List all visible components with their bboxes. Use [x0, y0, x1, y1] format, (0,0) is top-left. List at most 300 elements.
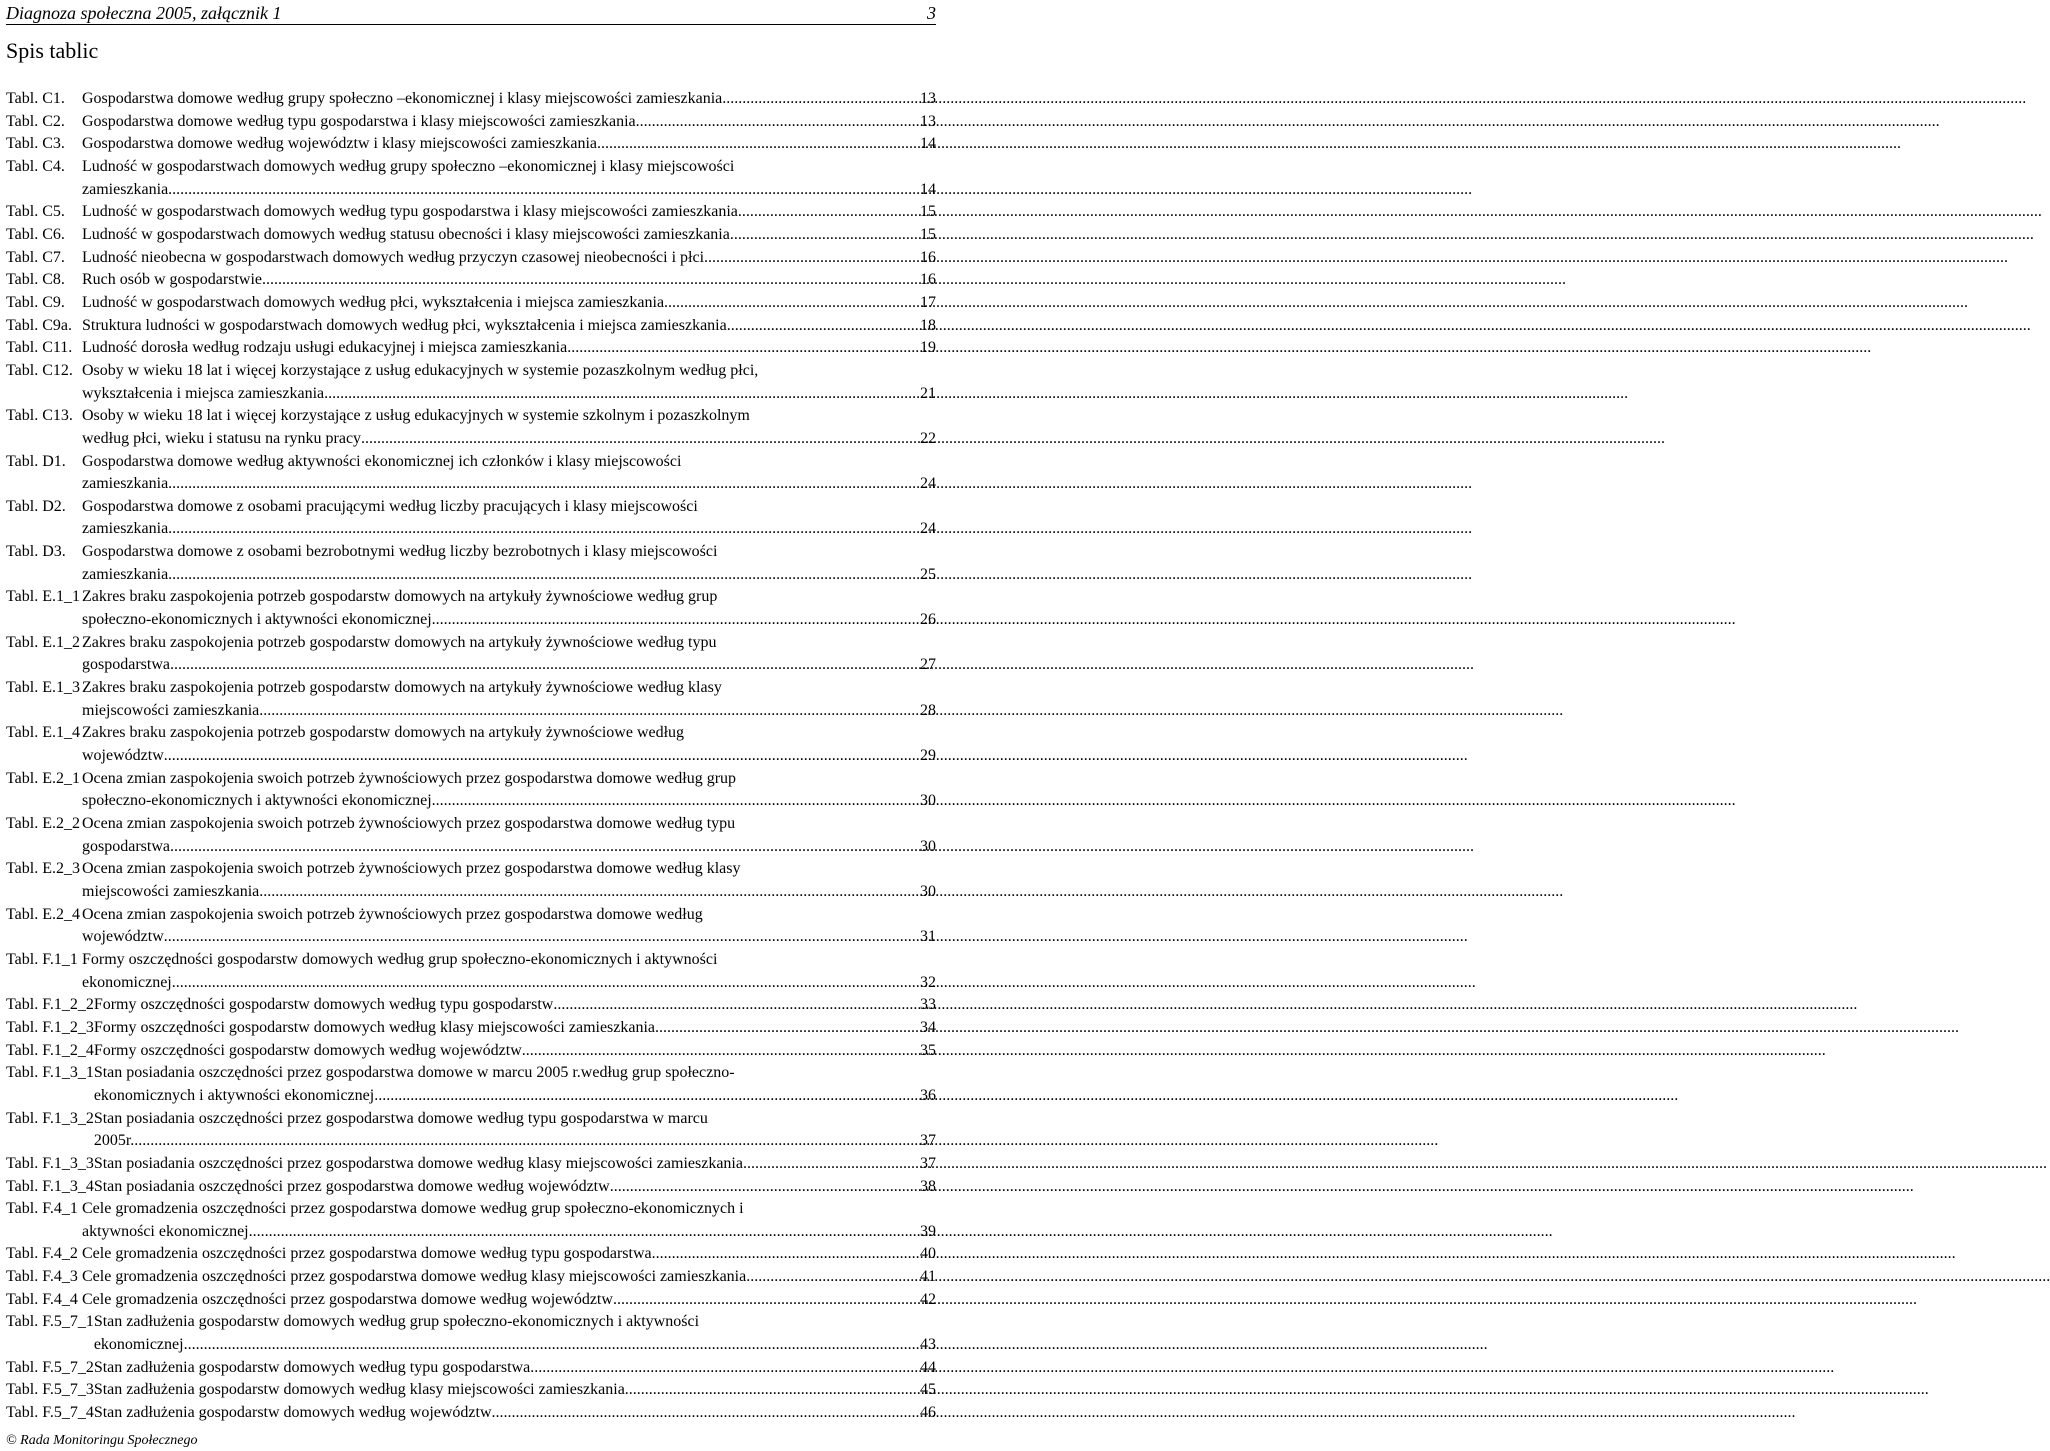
- toc-dot-leader: [259, 700, 919, 723]
- toc-entry-title: Ruch osób w gospodarstwie: [82, 271, 262, 289]
- toc-entry-body: [94, 1176, 936, 1199]
- toc-entry-number: Tabl. F.5_7_1: [6, 1313, 94, 1331]
- toc-entry-body: [82, 292, 936, 315]
- toc-entry[interactable]: [6, 1266, 936, 1289]
- toc-entry-title: Stan posiadania oszczędności przez gospodarstwa domowe według typu gospodarstwa w marcu: [93, 1109, 708, 1127]
- toc-entry-line: [94, 994, 936, 1017]
- toc-entry-title: województw: [82, 928, 164, 946]
- toc-entry-title: Ocena zmian zaspokojenia swoich potrzeb żywnościowych przez gospodarstwa domowe według grup: [82, 769, 737, 787]
- toc-entry-page: 22: [920, 429, 936, 447]
- toc-entry-title: Zakres braku zaspokojenia potrzeb gospodarstw domowych na artykuły żywnościowe według typu: [82, 633, 717, 651]
- toc-dot-leader: [522, 1040, 919, 1063]
- toc-entry-page: 31: [920, 928, 936, 946]
- toc-entry-number: Tabl. C6.: [6, 225, 65, 243]
- toc-entry-body: [82, 201, 936, 224]
- toc-entry-line: [82, 292, 936, 315]
- toc-entry-line: [82, 586, 936, 609]
- toc-entry[interactable]: [6, 292, 936, 315]
- toc-dot-leader: [730, 224, 919, 247]
- toc-entry-title: Ludność w gospodarstwach domowych według grupy społeczno –ekonomicznej i klasy miejscowości: [82, 157, 735, 175]
- toc-entry-body: [82, 1266, 936, 1289]
- toc-entry[interactable]: [6, 315, 936, 338]
- toc-entry-title: Gospodarstwa domowe według grupy społeczno –ekonomicznej i klasy miejscowości zamieszkania: [82, 90, 723, 107]
- toc-dot-leader: [664, 292, 919, 315]
- toc-dot-leader: [738, 201, 919, 224]
- toc-entry[interactable]: [6, 451, 936, 496]
- toc-entry[interactable]: [6, 405, 936, 450]
- toc-entry-page: 16: [920, 271, 936, 289]
- toc-entry[interactable]: [6, 1062, 936, 1107]
- toc-dot-leader: [704, 247, 919, 270]
- toc-entry-number: Tabl. E.2_3: [6, 860, 80, 878]
- toc-entry-title: gospodarstwa: [82, 837, 170, 855]
- toc-entry-line: [94, 1176, 936, 1199]
- toc-entry-title: Gospodarstwa domowe według województw i klasy miejscowości zamieszkania: [82, 135, 597, 153]
- toc-dot-leader: [168, 473, 919, 496]
- table-of-contents: [6, 88, 936, 1425]
- toc-entry-page: 15: [920, 225, 936, 243]
- toc-dot-leader: [432, 609, 919, 632]
- toc-entry-line: [94, 1108, 936, 1131]
- toc-entry-line: [82, 836, 936, 859]
- toc-entry-body: [82, 360, 936, 405]
- toc-entry-body: [82, 224, 936, 247]
- toc-entry-body: [82, 1198, 936, 1243]
- toc-entry-title: Ocena zmian zaspokojenia swoich potrzeb żywnościowych przez gospodarstwa domowe według typu: [82, 815, 736, 832]
- toc-entry-line: [82, 1243, 936, 1266]
- page-number: 3: [927, 3, 936, 23]
- toc-entry-line: [82, 1198, 936, 1221]
- toc-entry-line: [94, 1334, 936, 1357]
- toc-entry-number: Tabl. E.1_3: [6, 679, 80, 697]
- toc-entry-title: zamieszkania: [82, 475, 169, 493]
- toc-entry-line: [82, 541, 936, 564]
- document-title: Diagnoza społeczna 2005, załącznik 1: [6, 3, 282, 23]
- toc-entry-body: [94, 1062, 936, 1107]
- toc-entry-title: Gospodarstwa domowe z osobami bezrobotnymi według liczby bezrobotnych i klasy miejscowości: [82, 543, 718, 561]
- toc-entry-page: 36: [920, 1086, 936, 1104]
- toc-entry-title: Gospodarstwa domowe według aktywności ekonomicznej ich członków i klasy miejscowości: [82, 452, 682, 470]
- toc-entry-title: miejscowości zamieszkania: [82, 882, 260, 900]
- toc-entry-title: Cele gromadzenia oszczędności przez gospodarstwa domowe według grup społeczno-ekonomicznych i: [82, 1200, 744, 1218]
- toc-entry-title: Formy oszczędności gospodarstw domowych według województw: [93, 1041, 522, 1059]
- toc-entry-number: Tabl. C2.: [6, 112, 65, 130]
- toc-entry-number: Tabl. F.4_2: [6, 1245, 78, 1263]
- toc-entry-page: 34: [920, 1018, 936, 1036]
- toc-entry[interactable]: [6, 949, 936, 994]
- toc-entry-page: 14: [920, 180, 936, 198]
- toc-heading: Spis tablic: [6, 38, 99, 63]
- toc-entry-title: Stan posiadania oszczędności przez gospodarstwa domowe według klasy miejscowości zamieszkania: [93, 1154, 743, 1172]
- toc-entry-title: Ludność w gospodarstwach domowych według statusu obecności i klasy miejscowości zamieszkania: [82, 225, 730, 243]
- toc-entry-title: Stan zadłużenia gospodarstw domowych według klasy miejscowości zamieszkania: [93, 1381, 625, 1399]
- toc-entry-number: Tabl. C1.: [6, 90, 65, 107]
- toc-entry-number: Tabl. E.1_1: [6, 588, 80, 606]
- toc-entry-body: [82, 949, 936, 994]
- toc-entry-number: Tabl. F.1_3_2: [6, 1109, 94, 1127]
- toc-entry-line: [82, 790, 936, 813]
- toc-entry-line: [82, 654, 936, 677]
- toc-entry-number: Tabl. F.4_4: [6, 1290, 78, 1308]
- toc-dot-leader: [324, 383, 919, 406]
- toc-entry-body: [82, 451, 936, 496]
- toc-entry-number: Tabl. F.1_2_3: [6, 1018, 94, 1036]
- toc-entry-line: [82, 315, 936, 338]
- toc-entry[interactable]: [6, 156, 936, 201]
- toc-dot-leader: [374, 1085, 919, 1108]
- toc-entry[interactable]: [6, 360, 936, 405]
- toc-entry[interactable]: [6, 496, 936, 541]
- toc-entry-body: [82, 858, 936, 903]
- toc-entry-title: Stan posiadania oszczędności przez gospodarstwa domowe w marcu 2005 r.według grup społeczno-: [93, 1064, 735, 1082]
- toc-entry-number: Tabl. E.2_2: [6, 815, 80, 832]
- toc-dot-leader: [168, 564, 919, 587]
- toc-entry[interactable]: [6, 1017, 936, 1040]
- toc-entry-body: [82, 586, 936, 631]
- toc-entry[interactable]: [6, 111, 936, 134]
- toc-dot-leader: [259, 881, 919, 904]
- toc-entry-line: [82, 247, 936, 270]
- toc-entry[interactable]: [6, 133, 936, 156]
- toc-entry-title: zamieszkania: [82, 180, 169, 198]
- toc-entry-number: Tabl. F.5_7_4: [6, 1404, 94, 1422]
- toc-entry-number: Tabl. C11.: [6, 339, 73, 357]
- toc-entry-title: społeczno-ekonomicznych i aktywności ekonomicznej: [82, 792, 432, 810]
- toc-entry-number: Tabl. E.1_2: [6, 633, 80, 651]
- toc-entry[interactable]: [6, 768, 936, 813]
- toc-entry-line: [94, 1017, 936, 1040]
- toc-entry[interactable]: [6, 586, 936, 631]
- toc-entry-line: [94, 1311, 936, 1334]
- toc-entry-number: Tabl. F.4_1: [6, 1200, 78, 1218]
- toc-entry[interactable]: [6, 994, 936, 1017]
- toc-entry-title: Stan zadłużenia gospodarstw domowych według grup społeczno-ekonomicznych i aktywności: [93, 1313, 700, 1331]
- toc-entry-number: Tabl. F.1_2_2: [6, 996, 94, 1014]
- toc-entry[interactable]: [6, 813, 936, 858]
- toc-entry-number: Tabl. F.5_7_2: [6, 1358, 94, 1376]
- toc-entry-page: 30: [920, 792, 936, 810]
- toc-entry-line: [82, 337, 936, 360]
- toc-entry-number: Tabl. C4.: [6, 157, 65, 175]
- toc-entry-title: zamieszkania: [82, 565, 169, 583]
- toc-entry[interactable]: [6, 337, 936, 360]
- toc-entry-body: [94, 1402, 936, 1425]
- toc-entry-page: 24: [920, 520, 936, 538]
- toc-entry-body: [82, 111, 936, 134]
- toc-entry-page: 14: [920, 135, 936, 153]
- toc-entry-line: [82, 904, 936, 927]
- toc-entry-page: 44: [920, 1358, 936, 1376]
- toc-entry[interactable]: [6, 1379, 936, 1402]
- toc-entry-title: Struktura ludności w gospodarstwach domowych według płci, wykształcenia i miejsca zamieszkania: [82, 316, 727, 334]
- toc-entry-page: 38: [920, 1177, 936, 1195]
- toc-entry-title: Ocena zmian zaspokojenia swoich potrzeb żywnościowych przez gospodarstwa domowe według: [82, 905, 703, 923]
- toc-dot-leader: [613, 1289, 919, 1312]
- toc-entry-page: 40: [920, 1245, 936, 1263]
- toc-entry-line: [82, 496, 936, 519]
- toc-entry-line: [82, 473, 936, 496]
- toc-entry-line: [94, 1130, 936, 1153]
- toc-entry[interactable]: [6, 1289, 936, 1312]
- toc-entry-line: [82, 518, 936, 541]
- toc-entry[interactable]: [6, 88, 936, 111]
- toc-dot-leader: [553, 994, 919, 1017]
- toc-entry-line: [82, 133, 936, 156]
- toc-entry-line: [94, 1085, 936, 1108]
- toc-entry-title: ekonomicznej: [93, 1336, 184, 1354]
- toc-dot-leader: [361, 428, 919, 451]
- toc-entry[interactable]: [6, 722, 936, 767]
- toc-entry-title: zamieszkania: [82, 520, 169, 538]
- toc-entry-page: 30: [920, 882, 936, 900]
- toc-entry-body: [82, 247, 936, 270]
- toc-entry-line: [82, 745, 936, 768]
- toc-entry[interactable]: [6, 1311, 936, 1356]
- toc-entry-page: 25: [920, 565, 936, 583]
- toc-entry-page: 37: [920, 1132, 936, 1150]
- toc-entry-page: 15: [920, 203, 936, 221]
- toc-dot-leader: [168, 518, 919, 541]
- toc-entry[interactable]: [6, 247, 936, 270]
- toc-entry-number: Tabl. D1.: [6, 452, 66, 470]
- toc-entry[interactable]: [6, 224, 936, 247]
- toc-entry[interactable]: [6, 1153, 936, 1176]
- toc-entry[interactable]: [6, 904, 936, 949]
- toc-entry-line: [82, 405, 936, 428]
- toc-entry-page: 19: [920, 339, 936, 357]
- toc-entry-page: 33: [920, 996, 936, 1014]
- toc-entry-number: Tabl. D3.: [6, 543, 66, 561]
- toc-entry[interactable]: [6, 677, 936, 722]
- toc-entry-page: 24: [920, 475, 936, 493]
- toc-entry[interactable]: [6, 541, 936, 586]
- toc-entry-title: Zakres braku zaspokojenia potrzeb gospodarstw domowych na artykuły żywnościowe według grup: [82, 588, 718, 606]
- toc-dot-leader: [432, 790, 919, 813]
- toc-entry-line: [82, 564, 936, 587]
- running-header: [6, 2, 936, 25]
- toc-entry-number: Tabl. C3.: [6, 135, 65, 153]
- toc-entry-line: [94, 1402, 936, 1425]
- toc-dot-leader: [636, 111, 919, 134]
- toc-entry[interactable]: [6, 1243, 936, 1266]
- toc-entry-body: [82, 88, 936, 111]
- toc-entry[interactable]: [6, 1198, 936, 1243]
- toc-entry-body: [94, 1379, 936, 1402]
- toc-entry-title: Ludność nieobecna w gospodarstwach domowych według przyczyn czasowej nieobecności i płci: [82, 248, 705, 266]
- toc-entry-page: 32: [920, 973, 936, 991]
- toc-entry-page: 18: [920, 316, 936, 334]
- toc-dot-leader: [492, 1402, 919, 1425]
- toc-entry-line: [82, 1221, 936, 1244]
- toc-entry-title: Osoby w wieku 18 lat i więcej korzystające z usług edukacyjnych w systemie szkolnym i pozaszkolnym: [82, 407, 750, 425]
- toc-entry-number: Tabl. C9a.: [6, 316, 72, 334]
- toc-entry-title: Zakres braku zaspokojenia potrzeb gospodarstw domowych na artykuły żywnościowe według: [82, 724, 685, 742]
- toc-entry-line: [82, 201, 936, 224]
- toc-entry-line: [82, 224, 936, 247]
- toc-entry-number: Tabl. C7.: [6, 248, 65, 266]
- footer-copyright: © Rada Monitoringu Społecznego: [6, 1433, 198, 1448]
- toc-entry-title: 2005r.: [93, 1132, 135, 1150]
- toc-entry-page: 17: [920, 293, 936, 311]
- toc-entry-page: 35: [920, 1041, 936, 1059]
- toc-entry-line: [94, 1153, 936, 1176]
- toc-entry-line: [82, 156, 936, 179]
- toc-entry-line: [82, 881, 936, 904]
- toc-entry-title: Gospodarstwa domowe z osobami pracującymi według liczby pracujących i klasy miejscowości: [82, 497, 698, 515]
- toc-entry-page: 27: [920, 656, 936, 674]
- toc-entry-page: 45: [920, 1381, 936, 1399]
- toc-entry-line: [94, 1062, 936, 1085]
- toc-entry-line: [82, 88, 936, 111]
- toc-entry[interactable]: [6, 632, 936, 677]
- toc-entry-line: [82, 1266, 936, 1289]
- toc-entry-body: [82, 405, 936, 450]
- toc-entry-title: Cele gromadzenia oszczędności przez gospodarstwa domowe według typu gospodarstwa: [82, 1245, 652, 1263]
- toc-dot-leader: [168, 179, 919, 202]
- toc-entry-line: [82, 813, 936, 836]
- toc-entry-line: [82, 700, 936, 723]
- toc-entry-page: 37: [920, 1154, 936, 1172]
- toc-entry[interactable]: [6, 1357, 936, 1380]
- toc-entry-body: [82, 337, 936, 360]
- toc-dot-leader: [134, 1130, 919, 1153]
- toc-entry-title: Stan zadłużenia gospodarstw domowych według województw: [93, 1404, 492, 1422]
- toc-entry-title: aktywności ekonomicznej: [82, 1222, 249, 1240]
- toc-entry[interactable]: [6, 1108, 936, 1153]
- toc-entry-number: Tabl. F.1_2_4: [6, 1041, 94, 1059]
- toc-entry-line: [94, 1379, 936, 1402]
- toc-dot-leader: [170, 836, 919, 859]
- toc-entry-body: [82, 1289, 936, 1312]
- toc-entry-body: [82, 904, 936, 949]
- toc-entry-line: [82, 111, 936, 134]
- toc-entry-title: ekonomicznych i aktywności ekonomicznej: [93, 1086, 375, 1104]
- toc-dot-leader: [172, 972, 919, 995]
- toc-entry-title: według płci, wieku i statusu na rynku pracy: [82, 429, 362, 447]
- toc-entry-body: [82, 632, 936, 677]
- toc-entry-body: [82, 813, 936, 858]
- toc-entry-body: [82, 768, 936, 813]
- toc-entry-number: Tabl. D2.: [6, 497, 66, 515]
- toc-dot-leader: [610, 1176, 919, 1199]
- toc-entry-page: 30: [920, 837, 936, 855]
- toc-entry-title: Cele gromadzenia oszczędności przez gospodarstwa domowe według klasy miejscowości zamieszkania: [82, 1268, 747, 1286]
- toc-dot-leader: [722, 88, 919, 111]
- toc-entry-title: Ludność w gospodarstwach domowych według typu gospodarstwa i klasy miejscowości zamieszkania: [82, 203, 738, 221]
- toc-entry-body: [82, 496, 936, 541]
- toc-entry-body: [82, 156, 936, 201]
- toc-entry-body: [82, 269, 936, 292]
- toc-entry-line: [94, 1040, 936, 1063]
- toc-entry-body: [94, 1357, 936, 1380]
- toc-entry-page: 43: [920, 1336, 936, 1354]
- toc-entry-number: Tabl. F.4_3: [6, 1268, 78, 1286]
- toc-entry-page: 21: [920, 384, 936, 402]
- toc-entry-title: ekonomicznej: [82, 973, 172, 991]
- toc-entry-number: Tabl. E.2_1: [6, 769, 80, 787]
- toc-entry-title: Gospodarstwa domowe według typu gospodarstwa i klasy miejscowości zamieszkania: [82, 112, 636, 130]
- toc-entry-title: Ludność w gospodarstwach domowych według płci, wykształcenia i miejsca zamieszkania: [82, 293, 665, 311]
- toc-dot-leader: [164, 745, 919, 768]
- toc-entry-title: Stan zadłużenia gospodarstw domowych według typu gospodarstwa: [93, 1358, 531, 1376]
- toc-entry-title: miejscowości zamieszkania: [82, 701, 260, 719]
- toc-entry[interactable]: [6, 1040, 936, 1063]
- toc-entry-body: [94, 1108, 936, 1153]
- toc-entry-number: Tabl. E.2_4: [6, 905, 80, 923]
- toc-entry-page: 41: [920, 1268, 936, 1286]
- toc-entry-number: Tabl. F.5_7_3: [6, 1381, 94, 1399]
- toc-entry-body: [82, 541, 936, 586]
- toc-entry-body: [82, 722, 936, 767]
- toc-entry-body: [82, 1243, 936, 1266]
- toc-entry-line: [82, 451, 936, 474]
- toc-entry[interactable]: [6, 1176, 936, 1199]
- toc-entry-body: [94, 1153, 936, 1176]
- toc-dot-leader: [652, 1243, 919, 1266]
- toc-entry-body: [82, 315, 936, 338]
- toc-entry-line: [82, 768, 936, 791]
- toc-entry-body: [94, 1040, 936, 1063]
- toc-dot-leader: [727, 315, 919, 338]
- toc-entry-number: Tabl. C8.: [6, 271, 65, 289]
- toc-entry-number: Tabl. F.1_3_4: [6, 1177, 94, 1195]
- toc-entry-page: 13: [920, 90, 936, 107]
- toc-entry-body: [82, 133, 936, 156]
- toc-entry-title: Stan posiadania oszczędności przez gospodarstwa domowe według województw: [93, 1177, 610, 1195]
- toc-entry-line: [82, 949, 936, 972]
- toc-entry-page: 46: [920, 1404, 936, 1422]
- toc-entry-title: województw: [82, 747, 164, 765]
- toc-entry-title: Formy oszczędności gospodarstw domowych według grup społeczno-ekonomicznych i aktywności: [82, 950, 718, 968]
- toc-entry-title: społeczno-ekonomicznych i aktywności ekonomicznej: [82, 611, 432, 629]
- toc-entry-line: [82, 972, 936, 995]
- toc-entry-line: [82, 677, 936, 700]
- toc-entry-line: [82, 1289, 936, 1312]
- toc-entry-page: 16: [920, 248, 936, 266]
- toc-entry-page: 28: [920, 701, 936, 719]
- toc-entry-line: [82, 383, 936, 406]
- toc-entry-number: Tabl. E.1_4: [6, 724, 80, 742]
- toc-entry-title: Ludność dorosła według rodzaju usługi edukacyjnej i miejsca zamieszkania: [82, 339, 568, 357]
- toc-dot-leader: [655, 1017, 919, 1040]
- toc-dot-leader: [746, 1266, 919, 1289]
- toc-dot-leader: [184, 1334, 919, 1357]
- toc-entry-title: Zakres braku zaspokojenia potrzeb gospodarstw domowych na artykuły żywnościowe według klasy: [82, 679, 722, 697]
- toc-entry-title: wykształcenia i miejsca zamieszkania: [82, 384, 325, 402]
- toc-dot-leader: [170, 654, 919, 677]
- toc-entry-page: 42: [920, 1290, 936, 1308]
- toc-dot-leader: [262, 269, 919, 292]
- toc-dot-leader: [249, 1221, 919, 1244]
- toc-entry-line: [82, 722, 936, 745]
- toc-entry[interactable]: [6, 269, 936, 292]
- toc-entry-title: Formy oszczędności gospodarstw domowych według klasy miejscowości zamieszkania: [93, 1018, 656, 1036]
- toc-entry-line: [94, 1357, 936, 1380]
- toc-entry-line: [82, 360, 936, 383]
- toc-entry-line: [82, 179, 936, 202]
- toc-entry-body: [82, 677, 936, 722]
- toc-entry[interactable]: [6, 1402, 936, 1425]
- toc-entry[interactable]: [6, 858, 936, 903]
- toc-entry-page: 39: [920, 1222, 936, 1240]
- toc-dot-leader: [625, 1379, 919, 1402]
- toc-entry[interactable]: [6, 201, 936, 224]
- toc-entry-number: Tabl. C12.: [6, 361, 73, 379]
- toc-entry-title: Formy oszczędności gospodarstw domowych według typu gospodarstw: [93, 996, 554, 1014]
- toc-entry-title: Ocena zmian zaspokojenia swoich potrzeb żywnościowych przez gospodarstwa domowe według klasy: [82, 860, 741, 878]
- toc-entry-page: 29: [920, 747, 936, 765]
- toc-entry-line: [82, 926, 936, 949]
